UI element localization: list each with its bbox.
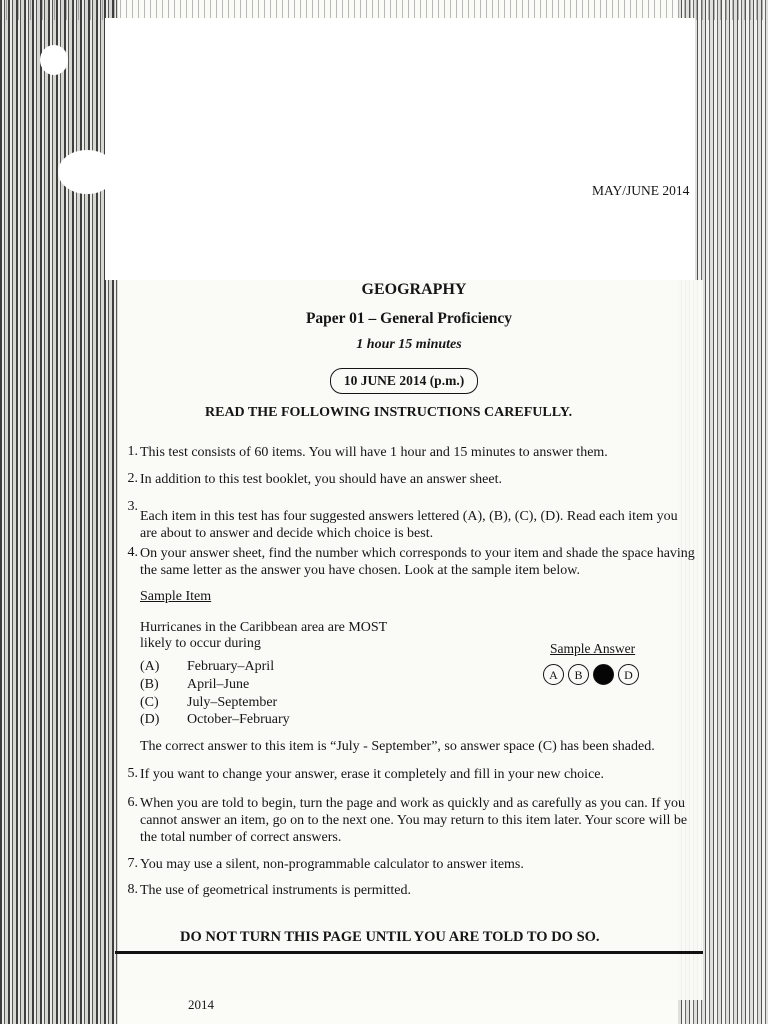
do-not-turn-warning: DO NOT TURN THIS PAGE UNTIL YOU ARE TOLD TO DO SO. <box>180 929 600 945</box>
bubble-c-shaded <box>593 664 614 685</box>
sample-item-title: Sample Item <box>140 589 212 604</box>
option-letter: (B) <box>140 677 159 692</box>
instruction-item: When you are told to begin, turn the page and work as quickly and as carefully as you can. If you cannot answer an item, go on to the next one. You may return to this item later. Your score will be the total number of correct answers. <box>140 796 688 845</box>
instruction-item: You may use a silent, non-programmable calculator to answer items. <box>140 857 524 872</box>
item-number: 6. <box>127 795 138 810</box>
footer-year: 2014 <box>188 997 214 1012</box>
item-number: 7. <box>127 856 138 871</box>
exam-duration: 1 hour 15 minutes <box>356 337 462 352</box>
item-number: 3. <box>127 499 138 514</box>
instruction-item: This test consists of 60 items. You will have 1 hour and 15 minutes to answer them. <box>140 445 608 460</box>
sample-question: Hurricanes in the Caribbean area are MOST likely to occur during <box>140 620 387 651</box>
subject-title: GEOGRAPHY <box>361 281 467 298</box>
exam-period: MAY/JUNE 2014 <box>592 183 690 198</box>
bubble-d: D <box>618 664 639 685</box>
instructions-heading: READ THE FOLLOWING INSTRUCTIONS CAREFULLY. <box>205 405 573 420</box>
option-text: October–February <box>187 712 290 727</box>
option-text: February–April <box>187 659 275 674</box>
item-number: 8. <box>127 882 138 897</box>
option-text: July–September <box>187 695 278 710</box>
instruction-item: The use of geometrical instruments is permitted. <box>140 883 411 898</box>
instruction-item: Each item in this test has four suggested answers lettered (A), (B), (C), (D). Read each item you are about to answer and decide which choice is best. <box>140 509 678 541</box>
option-letter: (D) <box>140 712 160 727</box>
instruction-item: On your answer sheet, find the number which corresponds to your item and shade the space having the same letter as the answer you have chosen. Look at the sample item below. <box>140 546 695 578</box>
item-number: 1. <box>127 444 138 459</box>
bubble-a: A <box>543 664 564 685</box>
blank-paper-area <box>105 18 695 280</box>
item-number: 2. <box>127 471 138 486</box>
paper-title: Paper 01 – General Proficiency <box>305 310 513 327</box>
item-number: 5. <box>127 766 138 781</box>
horizontal-rule <box>115 951 703 954</box>
option-letter: (A) <box>140 659 160 674</box>
bubble-b: B <box>568 664 589 685</box>
instruction-item: In addition to this test booklet, you should have an answer sheet. <box>140 472 502 487</box>
scan-artifact-top <box>0 0 768 20</box>
item-number: 4. <box>127 545 138 560</box>
option-text: April–June <box>187 677 250 692</box>
sample-answer-title: Sample Answer <box>550 641 636 656</box>
scan-blot <box>40 45 68 75</box>
exam-date-box: 10 JUNE 2014 (p.m.) <box>330 368 478 394</box>
instruction-item: If you want to change your answer, erase it completely and fill in your new choice. <box>140 767 605 782</box>
scan-blot <box>58 150 116 194</box>
sample-explanation: The correct answer to this item is “July - September”, so answer space (C) has been shaded. <box>140 739 655 754</box>
answer-bubbles <box>543 664 639 685</box>
option-letter: (C) <box>140 695 159 710</box>
